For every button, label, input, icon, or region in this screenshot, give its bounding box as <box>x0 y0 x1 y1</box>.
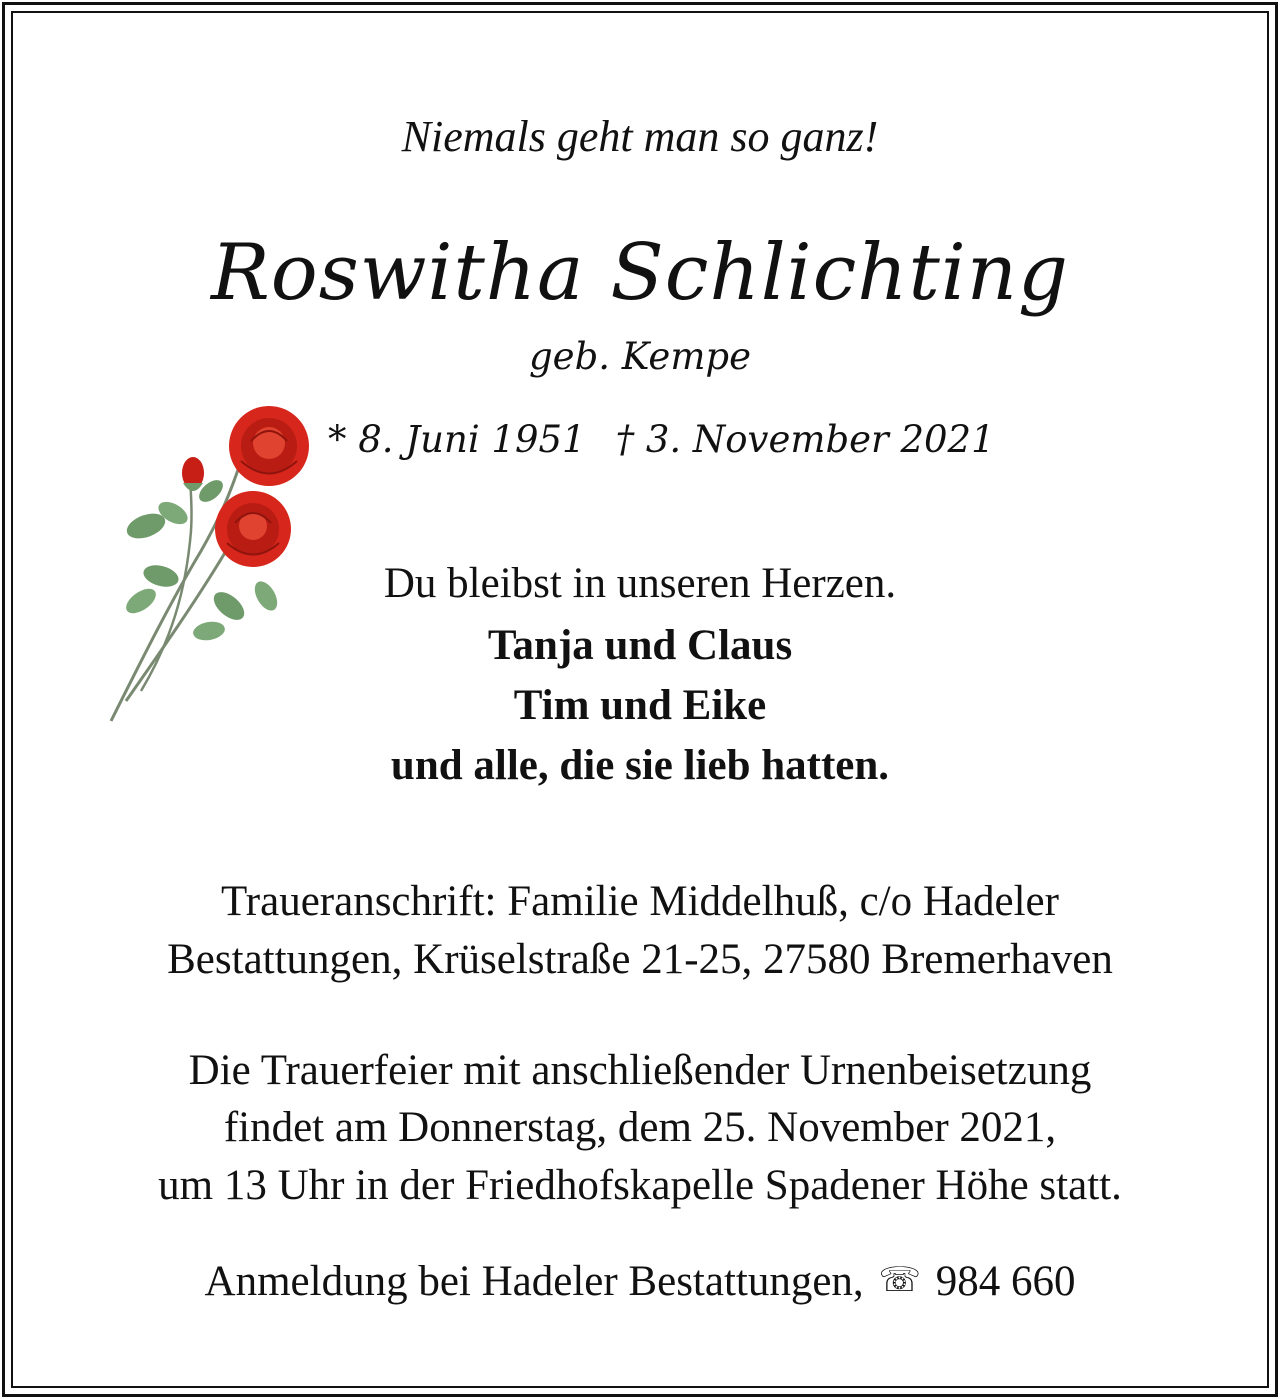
maiden-name: geb. Kempe <box>529 335 751 378</box>
family-line: Tim und Eike <box>513 682 767 729</box>
outer-border <box>2 2 1278 1397</box>
birth-date: * 8. Juni 1951 <box>328 418 586 461</box>
service-info-line: findet am Donnerstag, dem 25. November 2021, <box>223 1104 1057 1151</box>
condolence-message: Du bleibst in unseren Herzen. <box>383 560 897 607</box>
death-date: † 3. November 2021 <box>615 418 995 461</box>
registration-text: Anmeldung bei Hadeler Bestattungen, <box>204 1258 864 1305</box>
family-line: Tanja und Claus <box>487 622 793 669</box>
phone-number: 984 660 <box>935 1258 1076 1305</box>
mourning-address-line: Traueranschrift: Familie Middelhuß, c/o Hadeler <box>221 878 1059 925</box>
life-dates <box>328 418 995 461</box>
motto-line: Niemals geht man so ganz! <box>401 112 879 161</box>
family-line: und alle, die sie lieb hatten. <box>390 742 890 789</box>
deceased-name: Roswitha Schlichting <box>211 228 1069 318</box>
service-info-line: Die Trauerfeier mit anschließender Urnenbeisetzung <box>188 1047 1092 1094</box>
registration-line <box>13 1257 1267 1306</box>
notice-frame <box>11 11 1269 1388</box>
mourning-address-line: Bestattungen, Krüselstraße 21-25, 27580 Bremerhaven <box>167 936 1113 983</box>
phone-icon: ☏ <box>878 1262 921 1299</box>
service-info-line: um 13 Uhr in der Friedhofskapelle Spadener Höhe statt. <box>158 1162 1122 1209</box>
